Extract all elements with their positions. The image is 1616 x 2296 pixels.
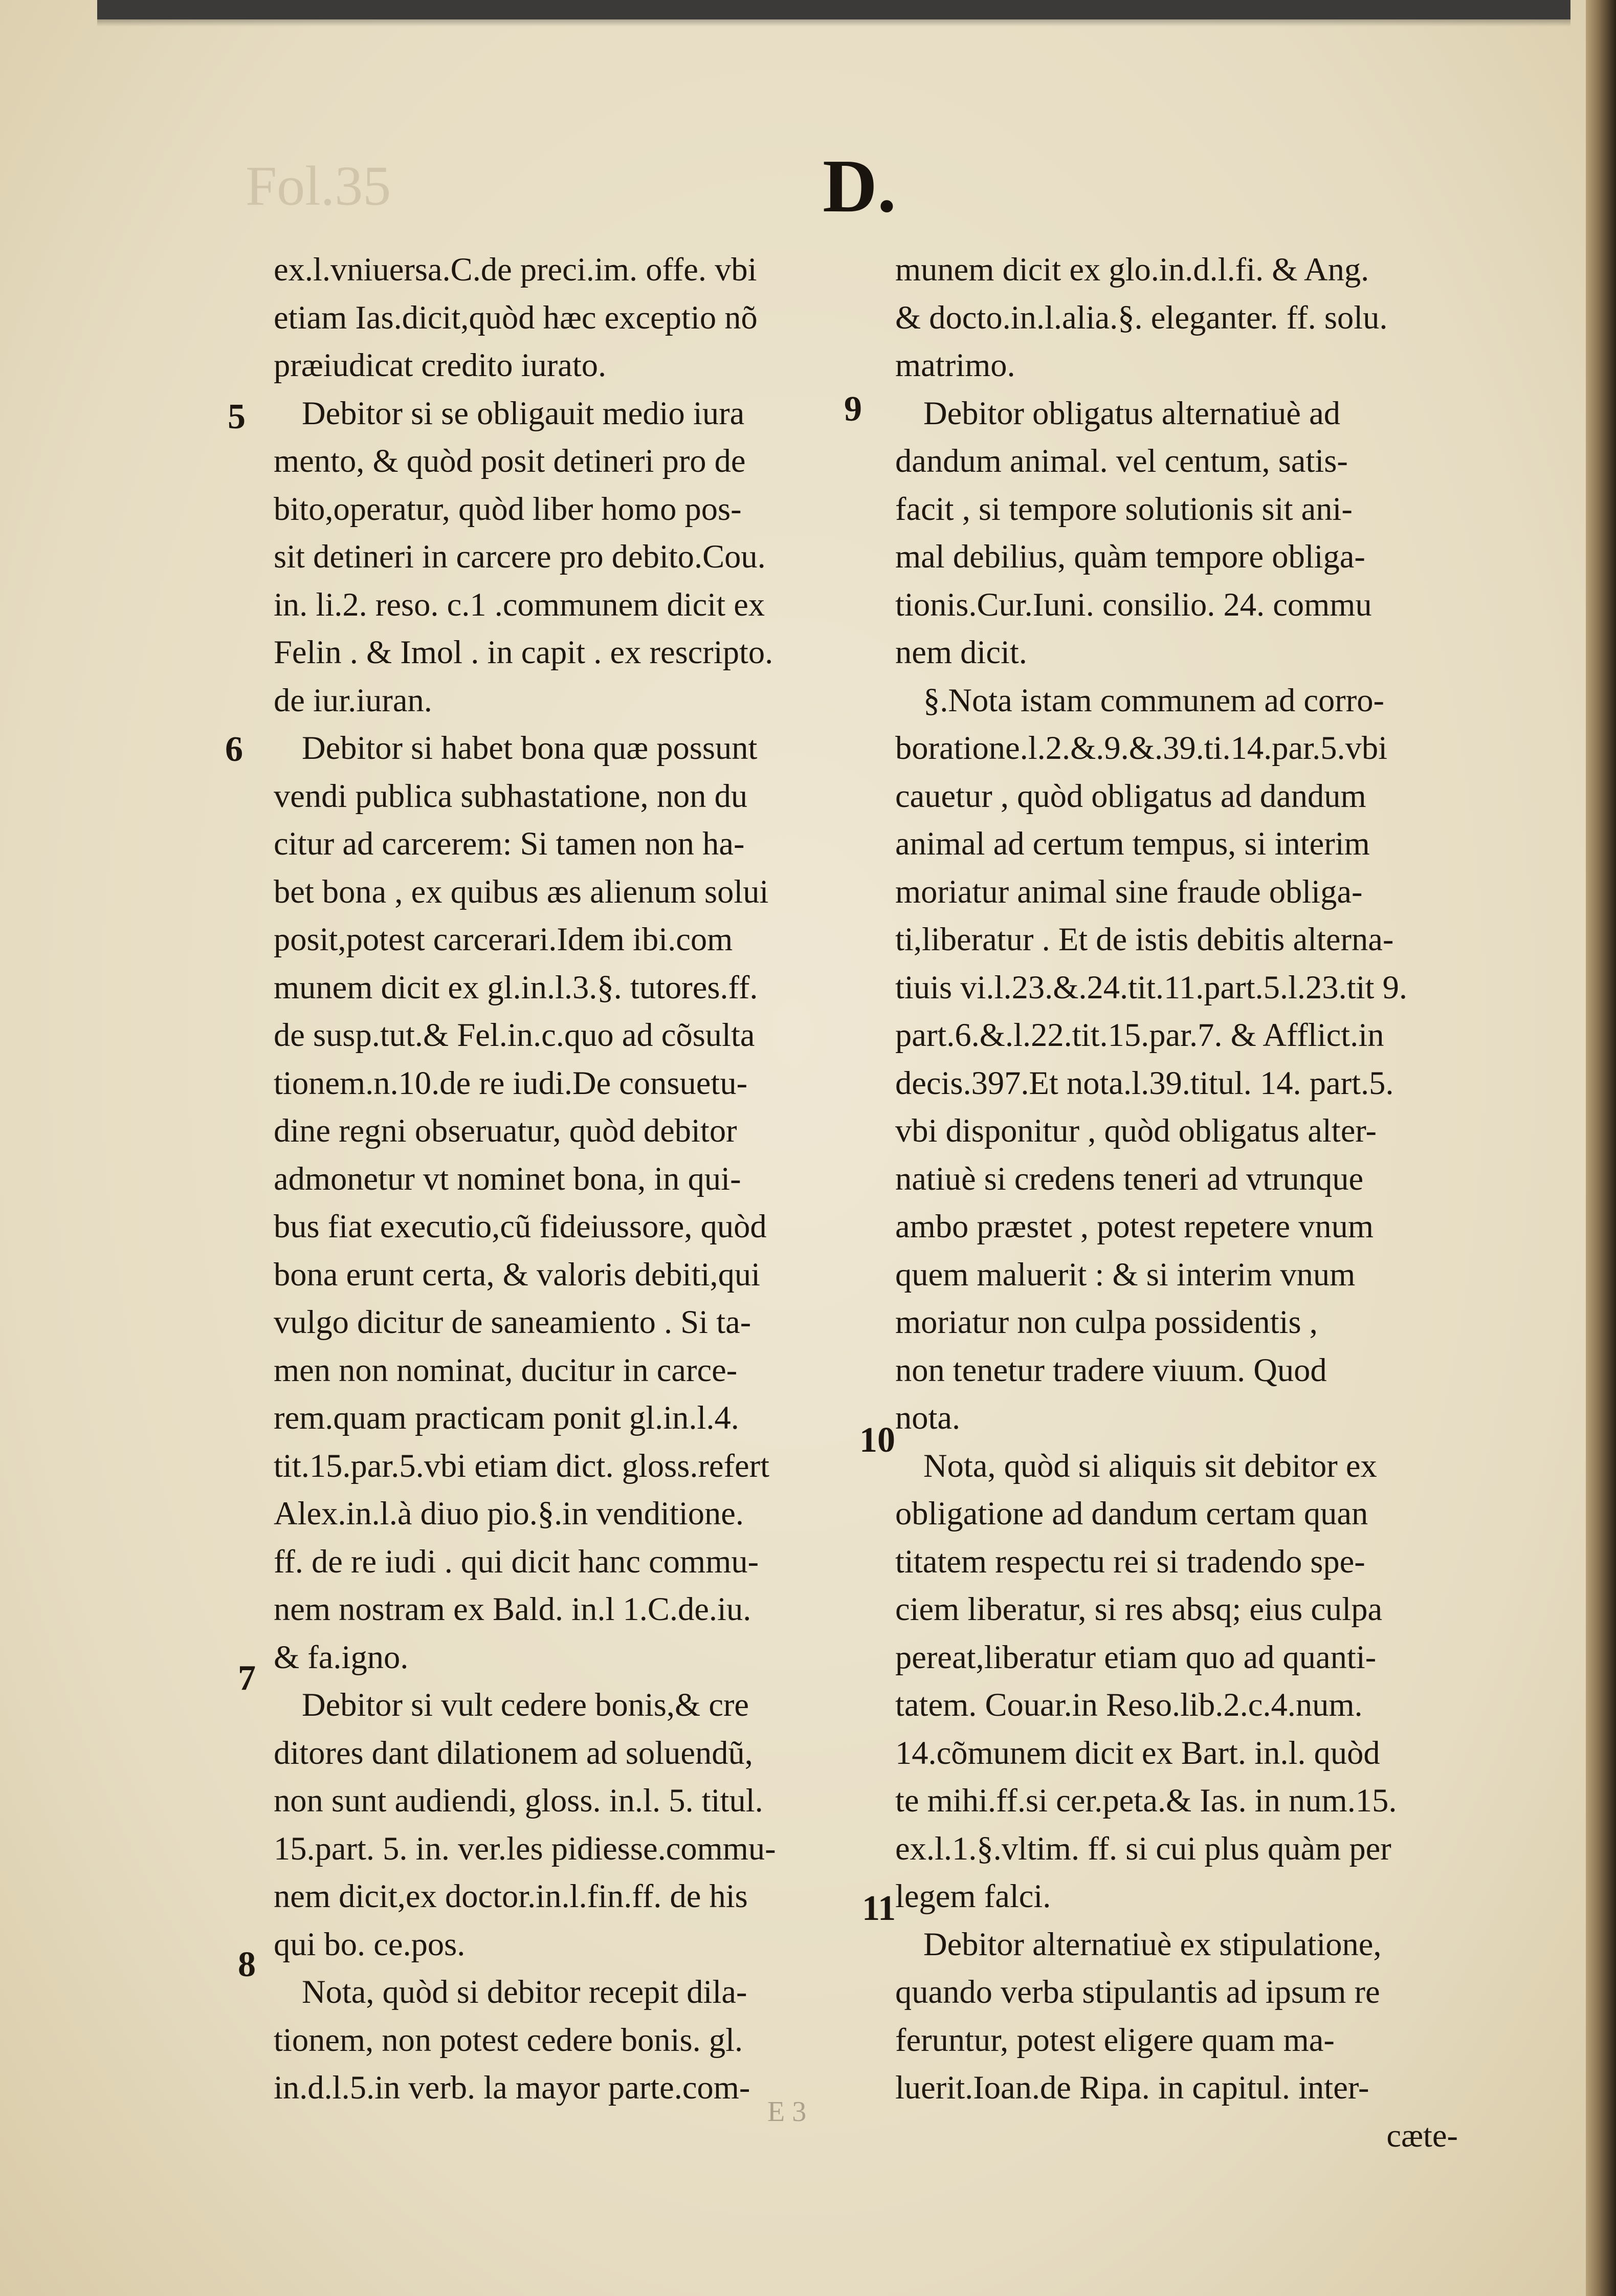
text-line: in.d.l.5.in verb. la mayor parte.com- — [274, 2069, 750, 2106]
text-line: citur ad carcerem: Si tamen non ha- — [274, 825, 745, 862]
text-line: Debitor si habet bona quæ possunt — [302, 730, 758, 766]
text-line: rem.quam practicam ponit gl.in.l.4. — [274, 1400, 739, 1436]
text-line: facit , si tempore solutionis sit ani- — [895, 490, 1353, 527]
text-line: mento, & quòd posit detineri pro de — [274, 443, 746, 479]
text-line: Debitor obligatus alternatiuè ad — [923, 395, 1340, 431]
text-line: non tenetur tradere viuum. Quod — [895, 1351, 1327, 1388]
text-line: pereat,liberatur etiam quo ad quanti- — [895, 1638, 1377, 1675]
margin-number: 9 — [844, 389, 862, 429]
text-line: boratione.l.2.&.9.&.39.ti.14.par.5.vbi — [895, 730, 1388, 766]
text-line: bito,operatur, quòd liber homo pos- — [274, 490, 742, 527]
text-line: moriatur animal sine fraude obliga- — [895, 873, 1363, 910]
text-line: tatem. Couar.in Reso.lib.2.c.4.num. — [895, 1687, 1363, 1723]
text-line: Nota, quòd si aliquis sit debitor ex — [923, 1447, 1377, 1484]
text-line: ex.l.1.§.vltim. ff. si cui plus quàm per — [895, 1830, 1391, 1867]
text-line: ditores dant dilationem ad soluendũ, — [274, 1734, 753, 1771]
text-line: obligatione ad dandum certam quan — [895, 1495, 1368, 1532]
text-line: mal debilius, quàm tempore obliga- — [895, 538, 1365, 575]
show-through-text: Fol.35 — [246, 155, 391, 217]
scan-border — [97, 0, 1570, 19]
text-line: animal ad certum tempus, si interim — [895, 825, 1370, 862]
margin-number: 8 — [238, 1945, 256, 1984]
text-line: part.6.&.l.22.tit.15.par.7. & Afflict.in — [895, 1017, 1384, 1053]
text-line: ex.l.vniuersa.C.de preci.im. offe. vbi — [274, 251, 757, 288]
text-line: præiudicat credito iurato. — [274, 347, 607, 383]
text-line: dandum animal. vel centum, satis- — [895, 443, 1348, 479]
page-heading: D. — [823, 144, 896, 228]
left-column — [274, 246, 847, 2112]
text-line: nem nostram ex Bald. in.l 1.C.de.iu. — [274, 1591, 751, 1627]
text-line: tiuis vi.l.23.&.24.tit.11.part.5.l.23.tit 9. — [895, 969, 1407, 1005]
margin-number: 6 — [225, 730, 243, 769]
right-column — [895, 246, 1458, 2159]
text-line: 15.part. 5. in. ver.les pidiesse.commu- — [274, 1830, 776, 1867]
text-line: tit.15.par.5.vbi etiam dict. gloss.refert — [274, 1447, 770, 1484]
text-line: qui bo. ce.pos. — [274, 1926, 466, 1962]
margin-number: 5 — [228, 397, 246, 436]
text-line: vulgo dicitur de saneamiento . Si ta- — [274, 1304, 751, 1340]
text-line: Debitor si se obligauit medio iura — [302, 395, 745, 431]
text-line: ciem liberatur, si res absq; eius culpa — [895, 1591, 1383, 1627]
text-line: non sunt audiendi, gloss. in.l. 5. titul. — [274, 1782, 763, 1819]
text-line: 14.cõmunem dicit ex Bart. in.l. quòd — [895, 1734, 1380, 1771]
text-line: ti,liberatur . Et de istis debitis alterna- — [895, 921, 1394, 957]
text-line: in. li.2. reso. c.1 .communem dicit ex — [274, 586, 765, 623]
text-line: Felin . & Imol . in capit . ex rescripto. — [274, 634, 773, 670]
text-line: te mihi.ff.si cer.peta.& Ias. in num.15. — [895, 1782, 1397, 1819]
text-line: vendi publica subhastatione, non du — [274, 777, 748, 814]
text-line: bona erunt certa, & valoris debiti,qui — [274, 1256, 761, 1293]
scan-border-shadow — [97, 19, 1570, 27]
signature-mark: E 3 — [767, 2096, 807, 2128]
text-line: de iur.iuran. — [274, 682, 432, 718]
text-line: Debitor alternatiuè ex stipulatione, — [923, 1926, 1382, 1962]
text-line: & docto.in.l.alia.§. eleganter. ff. solu. — [895, 299, 1388, 336]
text-line: & fa.igno. — [274, 1638, 409, 1675]
text-line: moriatur non culpa possidentis , — [895, 1304, 1318, 1340]
text-line: nem dicit. — [895, 634, 1027, 670]
text-line: §.Nota istam communem ad corro- — [923, 682, 1384, 718]
margin-number: 10 — [859, 1420, 895, 1460]
text-line: admonetur vt nominet bona, in qui- — [274, 1160, 741, 1197]
text-line: legem falci. — [895, 1878, 1051, 1914]
text-line: cæte- — [1386, 2117, 1458, 2154]
text-line: luerit.Ioan.de Ripa. in capitul. inter- — [895, 2069, 1369, 2106]
text-line: etiam Ias.dicit,quòd hæc exceptio nõ — [274, 299, 758, 336]
text-line: posit,potest carcerari.Idem ibi.com — [274, 921, 733, 957]
text-line: tionem, non potest cedere bonis. gl. — [274, 2021, 743, 2058]
text-line: quem maluerit : & si interim vnum — [895, 1256, 1356, 1293]
text-line: Alex.in.l.à diuo pio.§.in venditione. — [274, 1495, 744, 1532]
text-line: matrimo. — [895, 347, 1015, 383]
text-line: nota. — [895, 1400, 961, 1436]
text-line: munem dicit ex glo.in.d.l.fi. & Ang. — [895, 251, 1369, 288]
text-line: nem dicit,ex doctor.in.l.fin.ff. de his — [274, 1878, 748, 1914]
text-line: dine regni obseruatur, quòd debitor — [274, 1112, 737, 1149]
text-line: bus fiat executio,cũ fideiussore, quòd — [274, 1208, 767, 1244]
text-line: sit detineri in carcere pro debito.Cou. — [274, 538, 766, 575]
text-line: titatem respectu rei si tradendo spe- — [895, 1543, 1365, 1580]
text-line: feruntur, potest eligere quam ma- — [895, 2021, 1335, 2058]
text-line: quando verba stipulantis ad ipsum re — [895, 1974, 1380, 2010]
text-line: Debitor si vult cedere bonis,& cre — [302, 1687, 749, 1723]
text-line: bet bona , ex quibus æs alienum solui — [274, 873, 769, 910]
text-line: natiuè si credens teneri ad vtrunque — [895, 1160, 1364, 1197]
text-line: vbi disponitur , quòd obligatus alter- — [895, 1112, 1377, 1149]
margin-number: 11 — [862, 1889, 896, 1928]
margin-number: 7 — [238, 1658, 256, 1698]
text-line: cauetur , quòd obligatus ad dandum — [895, 777, 1366, 814]
text-line: decis.397.Et nota.l.39.titul. 14. part.5. — [895, 1064, 1394, 1101]
text-line: ff. de re iudi . qui dicit hanc commu- — [274, 1543, 759, 1580]
text-line: Nota, quòd si debitor recepit dila- — [302, 1974, 747, 2010]
text-line: tionem.n.10.de re iudi.De consuetu- — [274, 1064, 748, 1101]
text-line: men non nominat, ducitur in carce- — [274, 1351, 738, 1388]
text-line: munem dicit ex gl.in.l.3.§. tutores.ff. — [274, 969, 758, 1005]
text-line: tionis.Cur.Iuni. consilio. 24. commu — [895, 586, 1372, 623]
text-line: de susp.tut.& Fel.in.c.quo ad cõsulta — [274, 1017, 755, 1053]
text-line: ambo præstet , potest repetere vnum — [895, 1208, 1374, 1244]
book-spine — [1586, 0, 1616, 2296]
